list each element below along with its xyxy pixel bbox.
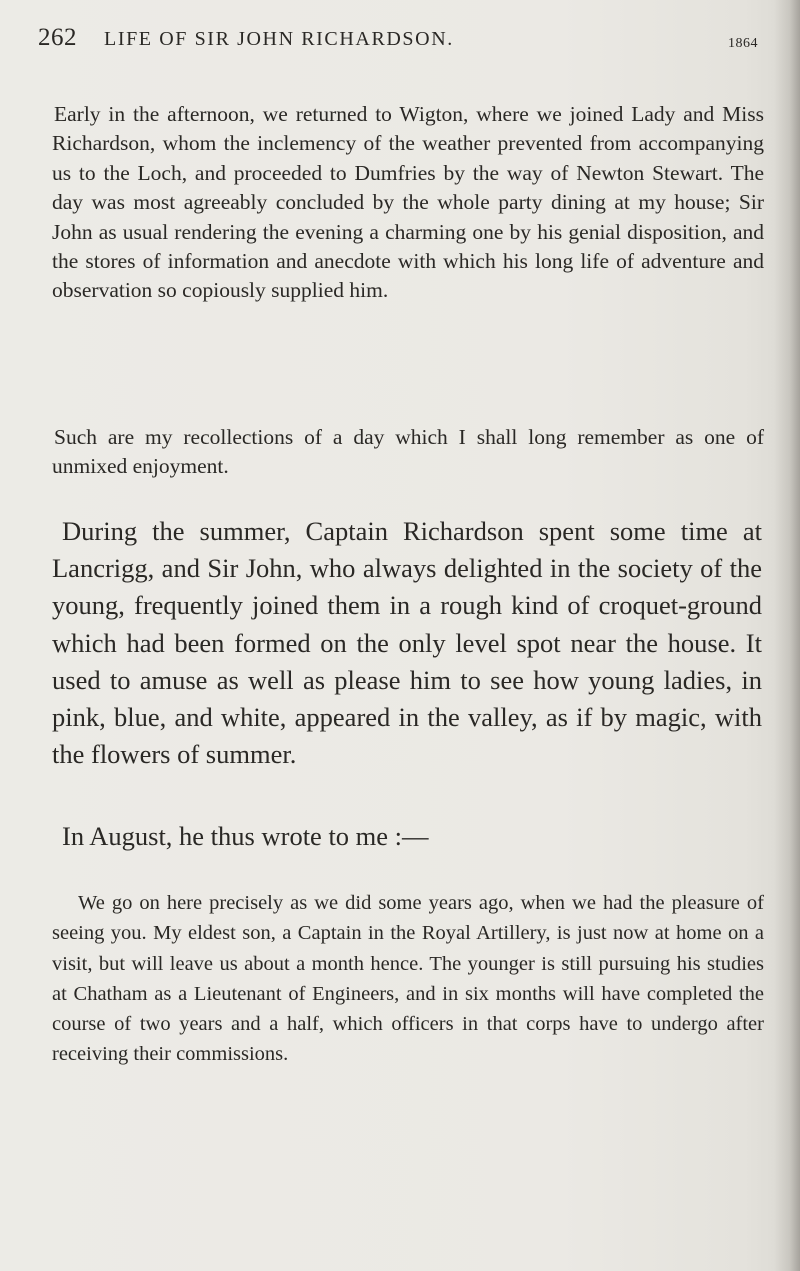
paragraph-recollections: Such are my recollections of a day which I shall long remember as one of unmixed enjoyment. xyxy=(52,425,764,479)
page-edge-shadow xyxy=(774,0,800,1271)
header-year: 1864 xyxy=(728,36,758,51)
letter-quote-paragraph: We go on here precisely as we did some years ago, when we had the pleasure of seeing you. My eldest son, a Captain in the Royal Artillery, is just now at home on a visit, but will leave us about a month hence. The younger is still pursuing his studies at Chatham as a Lieutenant of Engineers, and in six months will have completed the course of two years and a half, which officers in that corps have to undergo after receiving their commissions. xyxy=(52,892,764,1066)
page-number: 262 xyxy=(38,24,77,51)
paragraph-afternoon-return: Early in the afternoon, we returned to Wigton, where we joined Lady and Miss Richardson, whom the inclemency of the weather prevented from accompanying us to the Loch, and proceeded to Dumfries by the way of Newton Stewart. The day was most agreeably concluded by the whole party dining at my house; Sir John as usual rendering the evening a charming one by his genial disposition, and the stores of information and anecdote with which his long life of adventure and observation so copiously supplied him. xyxy=(52,102,764,303)
paragraph-summer-lancrigg: During the summer, Captain Richardson spent some time at Lancrigg, and Sir John, who always delighted in the society of the young, frequently joined them in a rough kind of croquet-ground which had been formed on the only level spot near the house. It used to amuse as well as please him to see how young ladies, in pink, blue, and white, appeared in the valley, as if by magic, with the flowers of summer. xyxy=(52,516,762,770)
running-title: LIFE OF SIR JOHN RICHARDSON. xyxy=(104,28,454,50)
running-header xyxy=(38,24,770,64)
paragraph-august-intro: In August, he thus wrote to me :— xyxy=(62,821,429,851)
